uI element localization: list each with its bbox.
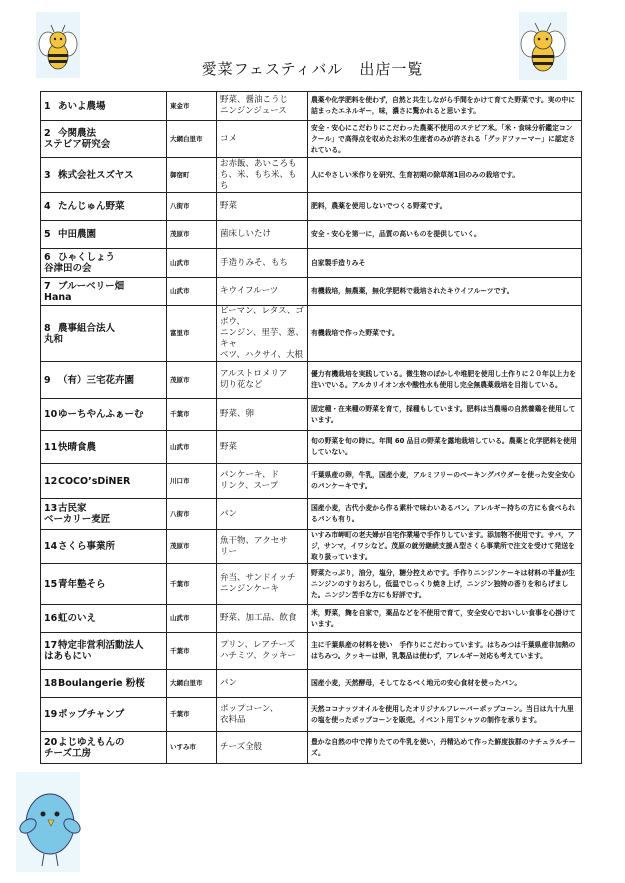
vendor-description: 千葉県産の卵，牛乳，国産小麦，アルミフリーのベーキングパウダーを使った安全安心のパンケーキです。	[308, 464, 582, 499]
vendor-city: 千葉市	[167, 633, 217, 670]
vendor-row	[41, 399, 582, 431]
vendor-description: いすみ市岬町の老夫婦が自宅作業場で手作りしています。添加物不使用です。サバ，アジ，サンマ，イワシなど。茂原の就労継続支援Ａ型さくら事業所で注文を受けて発送を取り扱っています。	[308, 530, 582, 564]
vendor-city: 大網白里市	[167, 670, 217, 698]
vendor-number: 17	[44, 640, 58, 651]
vendor-description: 豊かな自然の中で搾りたての牛乳を使い，丹精込めて作った鮮度抜群のナチュラルチーズ。	[308, 732, 582, 764]
vendor-name-cell	[41, 278, 167, 306]
vendor-items: ポップコーン、 衣料品	[217, 698, 308, 732]
vendor-name: COCO’sDiNER	[58, 475, 131, 487]
vendor-row	[41, 121, 582, 158]
vendor-name-cell	[41, 92, 167, 121]
vendor-items: パンケーキ、ド リンク、スープ	[217, 464, 308, 499]
vendor-description: 国産小麦，古代小麦から作る素朴で味わいあるパン。アレルギー持ちの方にも食べられるパンも有り。	[308, 499, 582, 530]
vendor-description: 旬の野菜を旬の時に。年間 60 品目の野菜を露地栽培している。農薬と化学肥料を使用していない。	[308, 431, 582, 464]
vendor-number: 15	[44, 578, 58, 590]
vendor-number: 14	[44, 541, 58, 552]
vendor-description: 有機栽培で作った野菜です。	[308, 306, 582, 362]
vendor-number: 9	[44, 374, 51, 386]
vendor-items: コメ	[217, 121, 308, 158]
vendor-table	[40, 91, 582, 764]
vendor-number: 13	[44, 503, 58, 514]
vendor-description: 固定種・在来種の野菜を育て，採種もしています。肥料は当農場の自然養鶏を使用しています。	[308, 399, 582, 431]
vendor-name-cell	[41, 431, 167, 464]
vendor-name: ブルーベリー畑 Hana	[44, 280, 125, 303]
vendor-city: 千葉市	[167, 399, 217, 431]
vendor-row	[41, 633, 582, 670]
vendor-name-cell	[41, 221, 167, 249]
vendor-name-cell	[41, 698, 167, 732]
vendor-items: 野菜	[217, 431, 308, 464]
vendor-city: 茂原市	[167, 530, 217, 564]
vendor-description: 安全・安心を第一に，品質の高いものを提供していく。	[308, 221, 582, 249]
page-title: 愛菜フェスティバル 出店一覧	[201, 60, 424, 78]
vendor-city: 山武市	[167, 431, 217, 464]
vendor-number: 2	[44, 128, 51, 139]
vendor-name: 今関農法 ステビア研究会	[44, 128, 111, 150]
vendor-row	[41, 530, 582, 564]
vendor-number: 7	[44, 280, 51, 292]
vendor-name-cell	[41, 121, 167, 158]
vendor-description: 国産小麦，天然酵母，そしてなるべく地元の安心食材を使ったパン。	[308, 670, 582, 698]
vendor-name-cell	[41, 633, 167, 670]
vendor-name: 快晴食農	[58, 441, 97, 453]
vendor-city: 山武市	[167, 278, 217, 306]
vendor-name-cell	[41, 158, 167, 193]
vendor-items: キウイフルーツ	[217, 278, 308, 306]
vendor-number: 4	[44, 201, 51, 212]
vendor-row	[41, 221, 582, 249]
vendor-description: 主に千葉県産の材料を使い 手作りにこだわっています。はちみつは千葉県産非加熱のはちみつ。クッキーは卵，乳製品は使わず，アレルギー対応も考えています。	[308, 633, 582, 670]
vendor-items: チーズ全般	[217, 732, 308, 764]
vendor-name-cell	[41, 249, 167, 278]
vendor-name-cell	[41, 605, 167, 633]
vendor-name-cell	[41, 306, 167, 362]
vendor-number: 16	[44, 613, 58, 624]
vendor-row	[41, 92, 582, 121]
vendor-number: 19	[44, 709, 58, 720]
vendor-city: 東金市	[167, 92, 217, 121]
vendor-row	[41, 564, 582, 605]
vendor-row	[41, 362, 582, 399]
vendor-name-cell	[41, 362, 167, 399]
vendor-number: 8	[44, 322, 51, 334]
vendor-name-cell	[41, 499, 167, 530]
vendor-name: Boulangerie 粉桜	[58, 678, 145, 689]
vendor-city: 御宿町	[167, 158, 217, 193]
vendor-city: 大網白里市	[167, 121, 217, 158]
vendor-city: いすみ市	[167, 732, 217, 764]
vendor-items: 菌床しいたけ	[217, 221, 308, 249]
vendor-table-body	[41, 92, 582, 764]
vendor-row	[41, 670, 582, 698]
vendor-city: 富里市	[167, 306, 217, 362]
vendor-name-cell	[41, 670, 167, 698]
vendor-city: 山武市	[167, 249, 217, 278]
vendor-city: 八街市	[167, 499, 217, 530]
vendor-number: 5	[44, 229, 51, 240]
vendor-row	[41, 278, 582, 306]
vendor-name: よじゆえもんの チーズ工房	[44, 736, 125, 759]
vendor-number: 20	[44, 736, 58, 748]
vendor-row	[41, 306, 582, 362]
vendor-description: 自家製手造りみそ	[308, 249, 582, 278]
vendor-description: 米，野菜，麹を自家で，薬品などを不使用で育て，安全安心でおいしい食事を心掛けています。	[308, 605, 582, 633]
vendor-name-cell	[41, 530, 167, 564]
vendor-description: 農薬や化学肥料を使わず，自然と共生しながら手間をかけて育てた野菜です。実の中に詰まったエネルギー，味，濃さに驚かれると思います。	[308, 92, 582, 121]
vendor-row	[41, 249, 582, 278]
vendor-number: 18	[44, 678, 58, 689]
vendor-row	[41, 605, 582, 633]
vendor-description: 野菜たっぷり，油分，塩分，糖分控えめです。手作りニンジンケーキは材料の半量が生ニンジンのすりおろし，低温でじっくり焼き上げ，ニンジン独特の香りを和らげました。ニンジン苦手な方にも好評です。	[308, 564, 582, 605]
vendor-items: 手造りみそ、もち	[217, 249, 308, 278]
vendor-number: 6	[44, 252, 51, 263]
vendor-name-cell	[41, 193, 167, 221]
vendor-items: アルストロメリア 切り花など	[217, 362, 308, 399]
vendor-items: 魚干物、アクセサ リー	[217, 530, 308, 564]
vendor-city: 千葉市	[167, 698, 217, 732]
vendor-items: 弁当、サンドイッチ ニンジンケーキ	[217, 564, 308, 605]
vendor-city: 川口市	[167, 464, 217, 499]
vendor-city: 山武市	[167, 605, 217, 633]
vendor-description: 優力有機栽培を実践している。微生物のぼかしや堆肥を使用し土作りに２０年以上力を注いでいる。アルカリイオン水や酸性水も使用し完全無農薬栽培を目指している。	[308, 362, 582, 399]
vendor-items: 野菜、加工品、飲食	[217, 605, 308, 633]
vendor-row	[41, 193, 582, 221]
vendor-name: ひゃくしょう 谷津田の会	[44, 252, 116, 274]
vendor-row	[41, 464, 582, 499]
vendor-name: あいよ農場	[58, 100, 106, 112]
vendor-description: 肥料，農薬を使用しないでつくる野菜です。	[308, 193, 582, 221]
vendor-name-cell	[41, 732, 167, 764]
vendor-number: 3	[44, 169, 51, 181]
vendor-name-cell	[41, 564, 167, 605]
vendor-name: 古民家 ベーカリー麦匠	[44, 503, 111, 525]
vendor-city: 八街市	[167, 193, 217, 221]
vendor-description: 安全・安心にこだわりにこだわった農薬不使用のステビア米。「米・食味分析鑑定コンクール」で高得点を収めたお米の生産者のみが許される「グッドファーマー」に認定されている。	[308, 121, 582, 158]
vendor-row	[41, 499, 582, 530]
vendor-name-cell	[41, 464, 167, 499]
vendor-name: たんじゅん野菜	[58, 201, 125, 212]
vendor-items: 野菜	[217, 193, 308, 221]
vendor-number: 11	[44, 441, 58, 453]
vendor-description: 天然ココナッツオイルを使用したオリジナルフレーバーポップコーン。当日は九十九里の塩を使ったポップコーンを販売。イベント用Ｔシャツの制作を承ります。	[308, 698, 582, 732]
vendor-name: 虹のいえ	[58, 613, 97, 624]
vendor-city: 茂原市	[167, 362, 217, 399]
vendor-items: パン	[217, 670, 308, 698]
vendor-number: 1	[44, 100, 51, 112]
vendor-items: プリン、レアチーズ ハチミツ、クッキー	[217, 633, 308, 670]
vendor-items: 野菜、醤油こうじ ニンジンジュース	[217, 92, 308, 121]
vendor-items: 野菜、卵	[217, 399, 308, 431]
vendor-name: 中田農園	[58, 229, 97, 240]
bird-illustration	[12, 768, 84, 876]
vendor-city: 茂原市	[167, 221, 217, 249]
vendor-description: 有機栽培，無農薬，無化学肥料で栽培されたキウイフルーツです。	[308, 278, 582, 306]
vendor-row	[41, 158, 582, 193]
vendor-name: 特定非営利活動法人 はあもにい	[44, 640, 144, 662]
vendor-row	[41, 431, 582, 464]
vendor-name: （有）三宅花卉園	[58, 374, 135, 386]
vendor-items: お赤飯、あいころも ち、米、もち米、もち	[217, 158, 308, 193]
vendor-name: 株式会社スズヤス	[58, 169, 134, 181]
vendor-name: ポップチャンプ	[58, 709, 125, 720]
vendor-row	[41, 698, 582, 732]
vendor-description: 人にやさしい米作りを研究、生育初期の除草剤1回のみの栽培です。	[308, 158, 582, 193]
vendor-city: 千葉市	[167, 564, 217, 605]
vendor-row	[41, 732, 582, 764]
vendor-name: 農事組合法人 丸和	[44, 322, 116, 345]
vendor-name: さくら事業所	[58, 541, 116, 552]
vendor-name-cell	[41, 399, 167, 431]
vendor-name: 青年塾そら	[58, 578, 106, 590]
vendor-name: ゆーちやんふぁーむ	[58, 409, 144, 420]
vendor-items: パン	[217, 499, 308, 530]
vendor-number: 10	[44, 409, 58, 420]
vendor-number: 12	[44, 475, 58, 487]
vendor-items: ピーマン、レタス、ゴボウ、 ニンジン、里芋、葱、キャ ベツ、ハクサイ、大根	[217, 306, 308, 362]
